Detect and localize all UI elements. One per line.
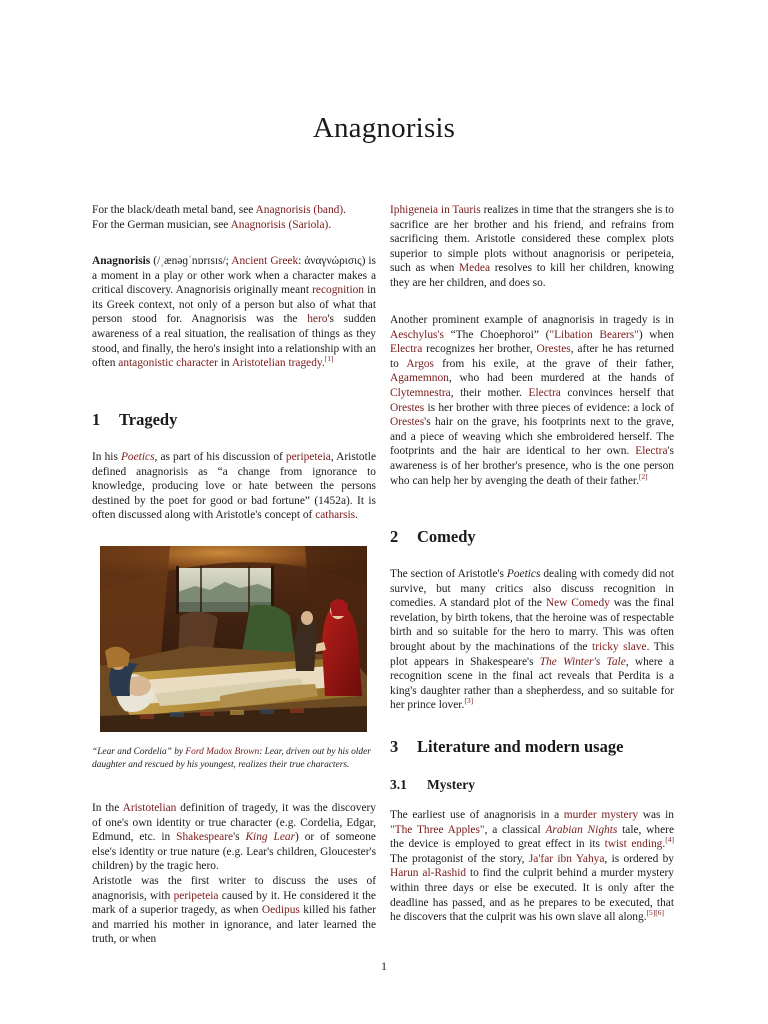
link-hero[interactable]: hero: [307, 313, 328, 326]
tragedy-paragraph-4-wrap: [390, 313, 674, 495]
link-iphigeneia-in-tauris[interactable]: Iphigeneia in Tauris: [390, 204, 481, 216]
link-electra-2[interactable]: Electra: [528, 386, 561, 399]
hatnote-band: For the black/death metal band, see Anagnorisis (band).: [92, 204, 347, 216]
link-the-winters-tale[interactable]: The Winter's Tale: [539, 655, 626, 668]
link-orestes-2[interactable]: Orestes: [390, 401, 425, 414]
link-antagonistic-character[interactable]: antagonistic character: [118, 357, 218, 370]
ipa-pronunciation[interactable]: /ˌænəɡˈnɒrɪsɪs/: [157, 255, 226, 267]
link-shakespeare[interactable]: Shakespeare: [176, 831, 234, 844]
link-murder-mystery[interactable]: murder mystery: [563, 809, 639, 821]
page-number: 1: [381, 959, 387, 973]
figure-caption: “Lear and Cordelia” by Ford Madox Brown: Lear, driven out by his older daughter and rescued by his youngest, realizes their true characters.: [92, 747, 371, 770]
comedy-paragraph: The section of Aristotle's Poetics dealing with comedy did not survive, but many critics also discuss recognition in comedies. A standard plot of the New Comedy was the final revelation, by birth tokens, that the heroine was of respectable birth and so suitable for the hero to marry. This was often brought about by the machinations of the tricky slave. This plot appears in Shakespeare's The Winter's Tale, where a recognition scene in the final act reveals that Perdita is a king's daughter rather than a shepherdess, and so suitable for her prince lover.[3]: [390, 568, 675, 712]
link-ford-madox-brown[interactable]: Ford Madox Brown: [185, 747, 260, 757]
link-orestes-3[interactable]: Orestes: [390, 416, 425, 429]
tragedy-paragraph-1: In his Poetics, as part of his discussion of peripeteia, Aristotle defined anagnorisis as “a change from ignorance to knowledge, producing love or hate between the persons destined by the poet for good or bad fortune” (1452a). It is often discussed along with Aristotle's concept of catharsis.: [92, 451, 376, 522]
link-clytemnestra[interactable]: Clytemnestra: [390, 386, 451, 399]
mystery-paragraph-wrap: [390, 808, 674, 932]
link-the-three-apples[interactable]: "The Three Apples": [390, 823, 485, 836]
link-argos[interactable]: Argos: [406, 357, 434, 370]
tragedy-paragraph-2-wrap: [92, 801, 376, 881]
link-arabian-nights[interactable]: Arabian Nights: [545, 823, 618, 836]
tragedy-paragraph-3-left-wrap: [92, 874, 376, 954]
ref-2[interactable]: [2]: [638, 471, 648, 481]
hatnote: [92, 203, 376, 232]
link-anagnorisis-sariola[interactable]: Anagnorisis (Sariola): [230, 218, 329, 231]
ref-1[interactable]: [1]: [324, 354, 334, 364]
link-tricky-slave[interactable]: tricky slave: [592, 640, 647, 653]
intro-paragraph-wrap: [92, 254, 376, 378]
link-libation-bearers[interactable]: "Libation Bearers": [549, 328, 639, 341]
link-agamemnon[interactable]: Agamemnon: [390, 372, 449, 385]
link-peripeteia[interactable]: peripeteia: [285, 451, 331, 463]
link-electra[interactable]: Electra: [390, 343, 423, 356]
ref-3[interactable]: [3]: [464, 696, 474, 706]
section-heading-literature: 3 Literature and modern usage: [390, 737, 624, 756]
link-poetics[interactable]: Poetics: [120, 451, 155, 463]
hatnote-musician: For the German musician, see Anagnorisis (Sariola).: [92, 218, 332, 231]
term: Anagnorisis: [92, 255, 151, 267]
tragedy-paragraph-1-wrap: [92, 450, 376, 530]
intro-paragraph: Anagnorisis (/ˌænəɡˈnɒrɪsɪs/; Ancient Greek: ἀναγνώρισις) is a moment in a play or other work when a character makes a critical discovery. Anagnorisis originally meant recognition in its Greek context, not only of a person but also of what that person stood for. Anagnorisis was the hero's sudden awareness of a real situation, the realisation of things as they stood, and finally, the hero's insight into a relationship with an often antagonistic character in Aristotelian tragedy.[1]: [92, 255, 376, 370]
subsection-heading-mystery: 3.1 Mystery: [390, 777, 475, 792]
section-heading-tragedy: 1 Tragedy: [92, 410, 178, 429]
link-twist-ending[interactable]: twist ending: [604, 838, 663, 851]
ref-4[interactable]: [4]: [665, 835, 674, 845]
tragedy-paragraph-4: Another prominent example of anagnorisis in tragedy is in Aeschylus's “The Choephoroi” ("Libation Bearers") when Electra recognizes her brother, Orestes, after he has returned to Argos from his exile, at the grave of their father, Agamemnon, who had been murdered at the hands of Clytemnestra, their mother. Electra convinces herself that Orestes is her brother with three pieces of evidence: a lock of Orestes's hair on the grave, his footprints next to the grave, and a piece of weaving which she embroidered herself. The footprints and the hair are identical to her own. Electra's awareness is of her brother's presence, who is the one person who can help her by avenging the death of their father.[2]: [390, 314, 675, 487]
link-electra-3[interactable]: Electra: [635, 445, 668, 458]
link-catharsis[interactable]: catharsis: [315, 509, 356, 522]
link-peripeteia-2[interactable]: peripeteia: [173, 889, 219, 902]
link-anagnorisis-band[interactable]: Anagnorisis (band): [255, 204, 344, 216]
link-aeschylus[interactable]: Aeschylus's: [390, 328, 444, 341]
link-orestes[interactable]: Orestes: [536, 343, 571, 356]
link-aristotelian[interactable]: Aristotelian: [122, 802, 177, 814]
lear-cordelia-painting[interactable]: [100, 546, 367, 732]
ref-5-6[interactable]: [5][6]: [646, 908, 665, 918]
section-heading-comedy: 2 Comedy: [390, 527, 476, 546]
tragedy-paragraph-3-start: Aristotle was the first writer to discuss the uses of anagnorisis, with peripeteia caused by it. He considered it the mark of a superior tragedy, as when Oedipus killed his father and married his mother in ignorance, and later learned the truth, or when: [92, 875, 376, 946]
link-ancient-greek[interactable]: Ancient Greek: [231, 255, 299, 267]
link-aristotelian-tragedy[interactable]: Aristotelian tragedy: [231, 357, 322, 370]
tragedy-paragraph-3-right-wrap: [390, 203, 674, 298]
mystery-paragraph: The earliest use of anagnorisis in a murder mystery was in "The Three Apples", a classical Arabian Nights tale, where the device is employed to great effect in its twist ending.[4] The protagonist of the story, Ja'far ibn Yahya, is ordered by Harun al-Rashid to find the culprit behind a murder mystery within three days or else be executed. It is only after the deadline has passed, and as he prepares to be executed, that he discovers that the culprit was his own slave all along.[5][6]: [390, 809, 675, 924]
tragedy-paragraph-3-end: Iphigeneia in Tauris realizes in time that the strangers she is to sacrifice are her brother and his friend, and refrains from sacrificing them. Aristotle considered these complex plots superior to simple plots without anagnorisis or peripeteia, such as when Medea resolves to kill her children, knowing they are her children, and does so.: [390, 204, 675, 289]
painting-image: [100, 546, 367, 732]
link-medea[interactable]: Medea: [459, 262, 491, 275]
link-oedipus[interactable]: Oedipus: [261, 904, 300, 917]
link-jafar-ibn-yahya[interactable]: Ja'far ibn Yahya: [528, 852, 605, 865]
link-harun-al-rashid[interactable]: Harun al-Rashid: [390, 867, 467, 880]
link-recognition[interactable]: recognition: [312, 284, 365, 297]
link-king-lear[interactable]: King Lear: [245, 831, 296, 844]
link-new-comedy[interactable]: New Comedy: [545, 597, 610, 610]
tragedy-paragraph-2: In the Aristotelian definition of tragedy, it was the discovery of one's own identity or true character (e.g. Cordelia, Edgar, Edmund, etc. in Shakespeare's King Lear) or of someone else's identity or true nature (e.g. Lear's children, Gloucester's children) by the tragic hero.: [92, 802, 376, 873]
comedy-paragraph-wrap: [390, 567, 674, 720]
figure-caption-wrap: [92, 746, 376, 778]
page-title: Anagnorisis: [312, 112, 456, 144]
